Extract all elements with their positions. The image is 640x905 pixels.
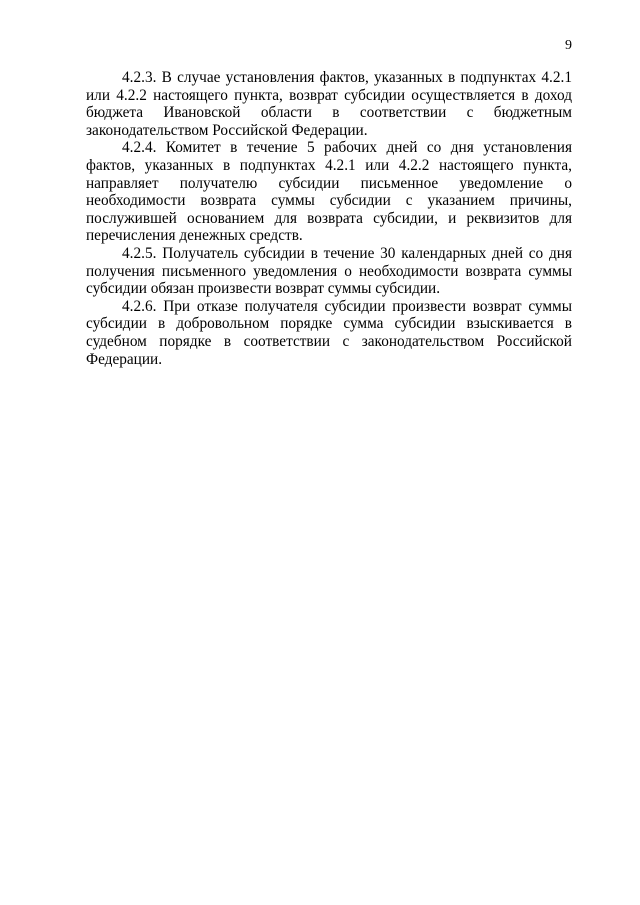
page-number: 9 [565, 38, 572, 53]
document-body [86, 69, 572, 368]
paragraph-4-2-6: 4.2.6. При отказе получателя субсидии произвести возврат суммы субсидии в добровольном порядке сумма субсидии взыскивается в судебном порядке в соответствии с законодательством Российской Федерации. [86, 297, 572, 368]
paragraph-4-2-3: 4.2.3. В случае установления фактов, указанных в подпунктах 4.2.1 или 4.2.2 настоящего пункта, возврат субсидии осуществляется в доход бюджета Ивановской области в соответствии с бюджетным законодательством Российской Федерации. [86, 69, 572, 139]
paragraph-4-2-4: 4.2.4. Комитет в течение 5 рабочих дней со дня установления фактов, указанных в подпунктах 4.2.1 или 4.2.2 настоящего пункта, направляет получателю субсидии письменное уведомление о необходимости возврата суммы субсидии с указанием причины, послужившей основанием для возврата субсидии, и реквизитов для перечисления денежных средств. [86, 139, 572, 245]
paragraph-4-2-5: 4.2.5. Получатель субсидии в течение 30 календарных дней со дня получения письменного уведомления о необходимости возврата суммы субсидии обязан произвести возврат суммы субсидии. [86, 244, 572, 298]
